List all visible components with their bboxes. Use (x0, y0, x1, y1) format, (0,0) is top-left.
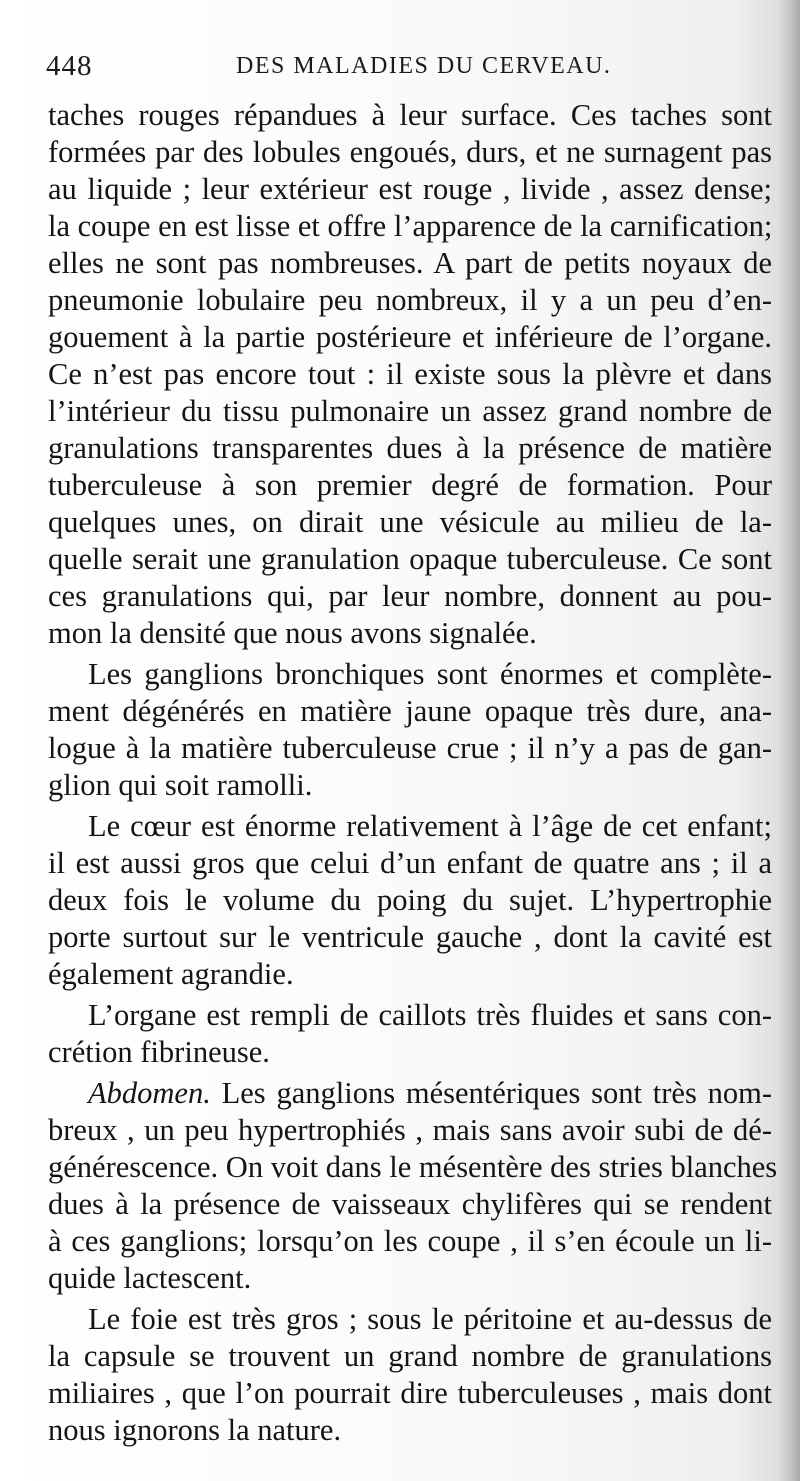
text-line: quide lactescent. (48, 1261, 252, 1295)
paragraph-bronchial-ganglia (48, 656, 772, 804)
text-line: logue à la matière tuberculeuse crue ; il n’y a pas de gan- (48, 731, 772, 765)
running-head (46, 44, 760, 88)
paragraph-liver (48, 1301, 772, 1449)
text-line: tuberculeuse à son premier degré de formation. Pour (48, 468, 772, 502)
text-line: porte surtout sur le ventricule gauche , dont la cavité est (48, 920, 772, 954)
text-line: miliaires , que l’on pourrait dire tuberculeuses , mais dont (48, 1376, 772, 1410)
text-line: à ces ganglions; lorsqu’on les coupe , il s’en écoule un li- (48, 1224, 772, 1258)
text-line: la capsule se trouvent un grand nombre de granulations (48, 1339, 772, 1373)
text-line: également agrandie. (48, 957, 294, 991)
text-line: l’intérieur du tissu pulmonaire un assez grand nombre de (48, 394, 772, 428)
text-line (48, 1075, 772, 1112)
text-line: glion qui soit ramolli. (48, 768, 313, 802)
paragraph-organ-clots (48, 997, 772, 1071)
text-line-rest: Les ganglions mésentériques sont très nom- (210, 1076, 772, 1110)
paragraph-heart (48, 808, 772, 993)
text-line: nous ignorons la nature. (48, 1413, 342, 1447)
text-line: elles ne sont pas nombreuses. A part de petits noyaux de (48, 246, 772, 280)
text-line: crétion fibrineuse. (48, 1035, 270, 1069)
text-line: L’organe est rempli de caillots très fluides et sans con- (88, 998, 772, 1032)
paragraph-abdomen (48, 1075, 778, 1297)
text-line: taches rouges répandues à leur surface. Ces taches sont (48, 98, 772, 132)
paragraph-lungs (48, 97, 772, 652)
text-line: Le foie est très gros ; sous le péritoine et au-dessus de (88, 1302, 772, 1336)
abdomen-heading: Abdomen. (88, 1076, 211, 1110)
text-line: gouement à la partie postérieure et inférieure de l’organe. (48, 320, 772, 354)
text-line: deux fois le volume du poing du sujet. L’hypertrophie (48, 883, 772, 917)
text-line: mon la densité que nous avons signalée. (48, 616, 537, 650)
text-line: pneumonie lobulaire peu nombreux, il y a un peu d’en- (48, 283, 772, 317)
text-line: générescence. On voit dans le mésentère des stries blanches (48, 1150, 778, 1184)
page-number: 448 (46, 49, 93, 82)
text-line: il est aussi gros que celui d’un enfant de quatre ans ; il a (48, 846, 772, 880)
running-title: DES MALADIES DU CERVEAU. (236, 52, 612, 79)
text-line: au liquide ; leur extérieur est rouge , livide , assez dense; (48, 172, 772, 206)
text-line: breux , un peu hypertrophiés , mais sans avoir subi de dé- (48, 1113, 772, 1147)
body-text (48, 97, 778, 1449)
text-line: ment dégénérés en matière jaune opaque très dure, ana- (48, 694, 772, 728)
text-line: la coupe en est lisse et offre l’apparence de la carnification; (48, 209, 773, 243)
text-line: ces granulations qui, par leur nombre, donnent au pou- (48, 579, 772, 613)
text-line: formées par des lobules engoués, durs, et ne surnagent pas (48, 135, 772, 169)
text-line: dues à la présence de vaisseaux chylifères qui se rendent (48, 1187, 772, 1221)
text-line: quelle serait une granulation opaque tuberculeuse. Ce sont (48, 542, 772, 576)
text-line: quelques unes, on dirait une vésicule au milieu de la- (48, 505, 772, 539)
text-line: granulations transparentes dues à la présence de matière (48, 431, 772, 465)
text-line: Les ganglions bronchiques sont énormes et complète- (88, 657, 772, 691)
text-line: Le cœur est énorme relativement à l’âge de cet enfant; (88, 809, 772, 843)
text-line: Ce n’est pas encore tout : il existe sous la plèvre et dans (48, 357, 772, 391)
